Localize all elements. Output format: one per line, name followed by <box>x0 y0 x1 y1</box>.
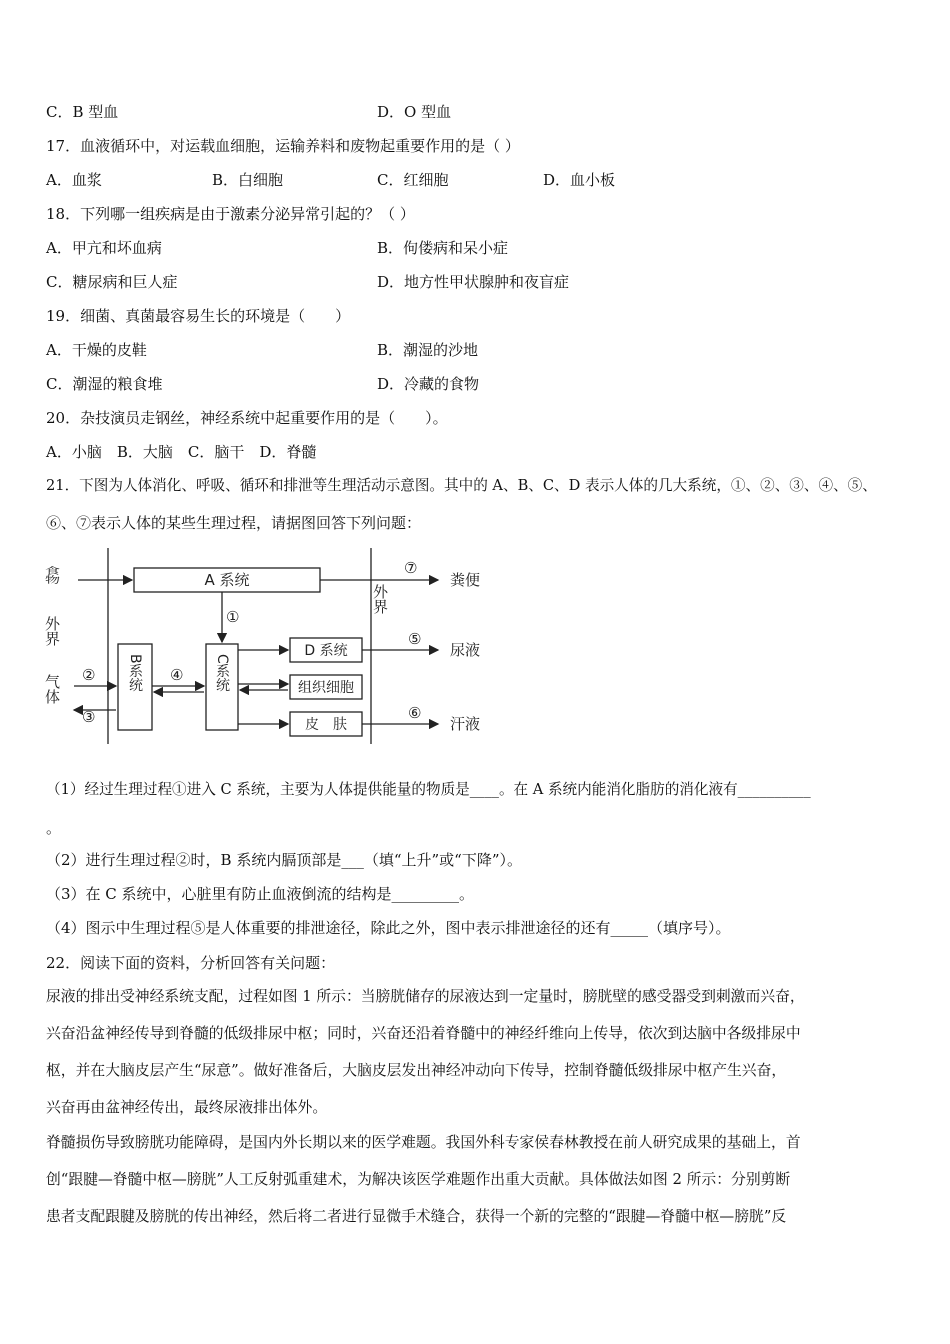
q19-option-a: A．干燥的皮鞋 <box>46 341 147 359</box>
q22-p1-line2: 兴奋沿盆神经传导到脊髓的低级排尿中枢；同时，兴奋还沿着脊髓中的神经纤维向上传导，依次到达脑中各级排尿中 <box>46 1025 801 1042</box>
diagram-tissue-cells: 组织细胞 <box>298 680 354 696</box>
diagram-label-gas: 气体 <box>43 674 61 704</box>
diagram-b-system: B系统 <box>127 654 143 692</box>
diagram-d-system: D 系统 <box>304 643 348 659</box>
diagram-process-2: ② <box>82 666 96 684</box>
q17-stem: 17．血液循环中，对运载血细胞，运输养料和废物起重要作用的是（ ） <box>46 137 520 155</box>
diagram-process-5: ⑤ <box>408 630 422 648</box>
diagram-skin: 皮 肤 <box>305 717 347 733</box>
q17-option-b: B．白细胞 <box>212 171 284 189</box>
diagram-process-4: ④ <box>170 666 184 684</box>
q22-p1-line3: 枢，并在大脑皮层产生“尿意”。做好准备后，大脑皮层发出神经冲动向下传导，控制脊髓低级排尿中枢产生兴奋， <box>46 1062 787 1079</box>
diagram-label-food-1: 食物 <box>43 566 61 596</box>
q17-option-c: C．红细胞 <box>377 171 449 189</box>
diagram-c-system: C系统 <box>214 654 230 692</box>
q20-stem: 20．杂技演员走钢丝，神经系统中起重要作用的是（ ）。 <box>46 409 448 427</box>
q17-option-a: A．血浆 <box>46 171 102 189</box>
diagram-process-1: ① <box>226 608 240 626</box>
q21-sub1-line2: 。 <box>46 819 62 837</box>
q21-sub2: （2）进行生理过程②时，B 系统内膈顶部是___（填“上升”或“下降”）。 <box>46 851 523 869</box>
q22-p2-line2: 创“跟腱—脊髓中枢—膀胱”人工反射弧重建术，为解决该医学难题作出重大贡献。具体做法如图 2 所示：分别剪断 <box>46 1171 791 1188</box>
q18-option-b: B．佝偻病和呆小症 <box>377 239 509 257</box>
q21-diagram <box>43 544 506 749</box>
diagram-process-7: ⑦ <box>404 559 418 577</box>
q18-option-d: D．地方性甲状腺肿和夜盲症 <box>377 273 570 291</box>
q21-stem-line2: ⑥、⑦表示人体的某些生理过程，请据图回答下列问题： <box>46 514 422 532</box>
diagram-label-outside-right: 外界 <box>371 584 389 614</box>
diagram-sweat: 汗液 <box>450 715 481 733</box>
q18-option-a: A．甲亢和坏血病 <box>46 239 162 257</box>
q16-option-d: D．O 型血 <box>377 103 452 121</box>
q22-p2-line1: 脊髓损伤导致膀胱功能障碍，是国内外长期以来的医学难题。我国外科专家侯春林教授在前人研究成果的基础上，首 <box>46 1134 801 1151</box>
diagram-urine: 尿液 <box>450 641 481 659</box>
q19-stem: 19．细菌、真菌最容易生长的环境是（ ） <box>46 307 351 325</box>
q21-sub3: （3）在 C 系统中，心脏里有防止血液倒流的结构是_________。 <box>46 885 475 903</box>
q21-stem-line1: 21．下图为人体消化、呼吸、循环和排泄等生理活动示意图。其中的 A、B、C、D 表示人体的几大系统，①、②、③、④、⑤、 <box>46 477 877 494</box>
q21-sub4: （4）图示中生理过程⑤是人体重要的排泄途径，除此之外，图中表示排泄途径的还有_____（填序号）。 <box>46 919 731 937</box>
diagram-process-6: ⑥ <box>408 704 422 722</box>
diagram-a-system: A 系统 <box>204 571 250 589</box>
q22-stem: 22．阅读下面的资料，分析回答有关问题： <box>46 954 336 972</box>
diagram-label-outside-left: 外界 <box>43 616 61 646</box>
q18-stem: 18．下列哪一组疾病是由于激素分泌异常引起的？（ ） <box>46 205 415 223</box>
q21-sub1-line1: （1）经过生理过程①进入 C 系统，主要为人体提供能量的物质是____。在 A 系统内能消化脂肪的消化液有__________ <box>46 781 811 798</box>
q22-p1-line1: 尿液的排出受神经系统支配，过程如图 1 所示：当膀胱储存的尿液达到一定量时，膀胱壁的感受器受到刺激而兴奋， <box>46 988 805 1005</box>
q22-p1-line4: 兴奋再由盆神经传出，最终尿液排出体外。 <box>46 1099 328 1116</box>
q19-option-d: D．冷藏的食物 <box>377 375 480 393</box>
q19-option-c: C．潮湿的粮食堆 <box>46 375 163 393</box>
diagram-process-3: ③ <box>82 708 96 726</box>
q18-option-c: C．糖尿病和巨人症 <box>46 273 178 291</box>
diagram-feces: 粪便 <box>450 571 481 589</box>
q19-option-b: B．潮湿的沙地 <box>377 341 479 359</box>
q16-option-c: C．B 型血 <box>46 103 119 121</box>
q17-option-d: D．血小板 <box>543 171 616 189</box>
q20-options: A．小脑 B．大脑 C．脑干 D．脊髓 <box>46 443 317 461</box>
q22-p2-line3: 患者支配跟腱及膀胱的传出神经，然后将二者进行显微手术缝合，获得一个新的完整的“跟腱—脊髓中枢—膀胱”反 <box>46 1208 787 1225</box>
